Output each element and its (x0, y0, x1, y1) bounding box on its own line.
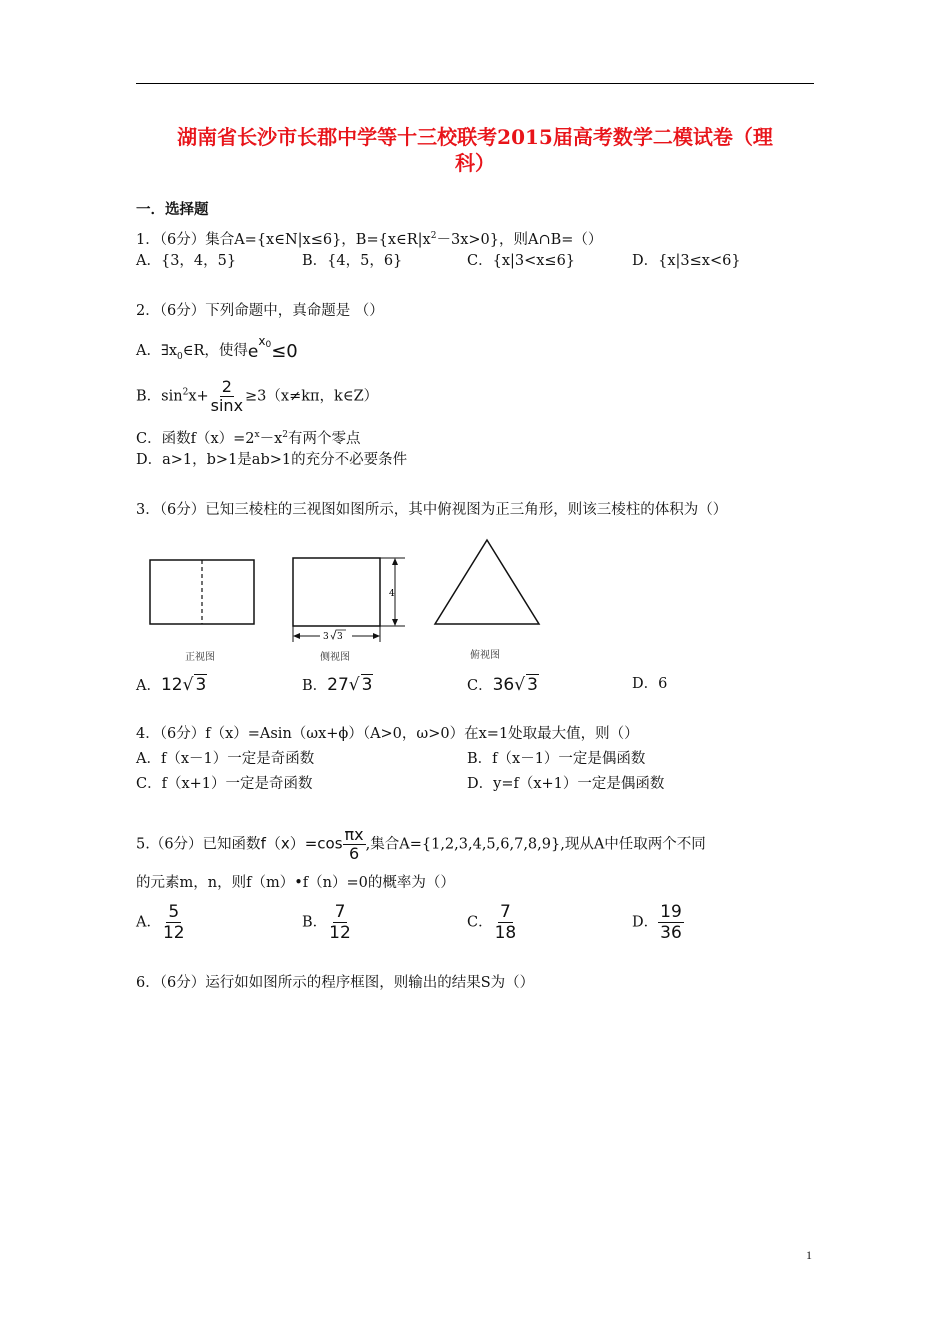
title-line-1: 湖南省长沙市长郡中学等十三校联考2015届高考数学二模试卷（理 (177, 125, 773, 149)
q5-b-fraction (327, 902, 353, 943)
q3-option-b (302, 674, 373, 696)
q5-a-fraction (161, 902, 187, 943)
q5-option-c (467, 902, 518, 943)
q5-fraction (343, 826, 366, 863)
q3-a-root: 3 (195, 675, 207, 695)
q5-a-letter: A． (136, 914, 161, 931)
q1-option-c: C．{x|3<x≤6} (467, 253, 576, 269)
q2-c-prefix: C．函数f（x）=2 (136, 430, 255, 447)
q3-c-root: 3 (527, 675, 538, 695)
q2-a-sub: 0 (177, 351, 183, 362)
q2-a-exp: x (258, 334, 266, 348)
arrow-left (293, 633, 300, 639)
q3-b-root: 3 (361, 675, 373, 695)
dim-width-coef: 3 (323, 632, 329, 642)
q5-a-den: 12 (162, 923, 185, 943)
header-rule (136, 83, 814, 84)
question-3-stem: 3．（6分）已知三棱柱的三视图如图所示，其中俯视图为正三角形，则该三棱柱的体积为（） (136, 502, 728, 518)
q5-stem-line-2: 的元素m，n，则f（m）•f（n）=0的概率为（） (136, 875, 455, 891)
q1-option-b: B．{4，5，6} (302, 253, 403, 269)
q1-stem-text: 1．（6分）集合A={x∈N|x≤6}，B={x∈R|x (136, 231, 431, 248)
q4-option-d: D．y=f（x+1）一定是偶函数 (467, 776, 665, 792)
q5-d-num: 19 (660, 902, 682, 922)
arrow-down (392, 619, 398, 626)
q2-option-b (136, 378, 378, 415)
q2-a-prefix: A．∃x (136, 343, 178, 359)
page-number: 1 (806, 1248, 812, 1262)
q2-c-mid: －x (259, 430, 283, 447)
q2-c-sup1: x (254, 430, 260, 440)
arrow-right (373, 633, 380, 639)
q5-frac-num: πx (344, 825, 364, 844)
q5-stem-prefix: 5.（6分）已知函数 (136, 836, 261, 853)
q4-option-c: C．f（x+1）一定是奇函数 (136, 776, 313, 792)
q5-d-fraction (658, 902, 684, 943)
page-title (136, 124, 814, 176)
q3-option-d: D．6 (632, 676, 668, 692)
q4-option-a: A．f（x－1）一定是奇函数 (136, 751, 315, 767)
q5-option-a (136, 902, 187, 943)
q3-a-coef: 12 (160, 675, 183, 695)
q2-option-d: D．a>1，b>1是ab>1的充分不必要条件 (136, 452, 408, 468)
q5-d-den: 36 (660, 923, 682, 943)
q2-b-mid: x+ (188, 388, 209, 405)
section-heading: 一．选择题 (136, 201, 209, 218)
q5-func: f（x）=cos (260, 834, 343, 853)
question-2-stem: 2．（6分）下列命题中，真命题是 （） (136, 303, 384, 319)
q2-b-tail: ≥3（x≠kπ，k∈Z） (245, 388, 379, 405)
q3-a-radical-icon: √ (182, 675, 194, 695)
question-1-stem (136, 226, 602, 250)
title-line-2: 科） (455, 151, 495, 175)
q2-option-c (136, 425, 361, 449)
q2-option-a (136, 334, 298, 367)
q3-option-c (467, 674, 539, 696)
q5-option-b (302, 902, 353, 943)
dim-width-root: 3 (337, 632, 343, 642)
top-view-triangle (435, 540, 539, 624)
q2-b-den: sinx (210, 396, 244, 415)
q5-b-letter: B． (302, 914, 328, 931)
q5-d-letter: D． (632, 914, 659, 931)
q3-b-letter: B． (302, 678, 328, 694)
q3-b-coef: 27 (327, 675, 349, 695)
q2-b-prefix: B．sin (136, 388, 183, 405)
top-view-label: 俯视图 (470, 650, 500, 661)
q5-stem-tail: ,集合A={1,2,3,4,5,6,7,8,9},现从A中任取两个不同 (365, 836, 706, 853)
q1-option-d: D．{x|3≤x<6} (632, 253, 741, 269)
question-6-stem: 6．（6分）运行如如图所示的程序框图，则输出的结果S为（） (136, 975, 535, 991)
q2-b-fraction (209, 378, 245, 415)
q3-c-coef: 36 (492, 675, 515, 695)
q4-option-b: B．f（x－1）一定是偶函数 (467, 751, 646, 767)
q5-c-den: 18 (494, 923, 517, 943)
q1-option-a: A．{3，4，5} (136, 253, 237, 269)
q3-b-radical-icon: √ (348, 675, 360, 695)
side-view-rect (293, 558, 380, 626)
q2-b-sup: 2 (182, 387, 189, 398)
dim-height-label: 4 (389, 589, 395, 599)
q5-c-num: 7 (500, 902, 511, 922)
q3-c-letter: C． (467, 678, 493, 694)
q3-c-radical-icon: √ (514, 675, 526, 695)
q2-c-sup2: 2 (282, 430, 289, 440)
q5-frac-den: 6 (348, 844, 360, 863)
q5-c-fraction (493, 902, 519, 943)
q3-a-letter: A． (136, 678, 161, 694)
question-5-stem (136, 826, 706, 863)
arrow-up (392, 558, 398, 565)
q5-b-num: 7 (334, 902, 346, 922)
q5-c-letter: C． (467, 914, 493, 931)
q2-c-tail: 有两个零点 (288, 430, 361, 447)
q1-stem-tail: －3x>0}，则A∩B=（） (436, 231, 603, 248)
front-view-label: 正视图 (185, 652, 215, 663)
q1-stem-sup: 2 (430, 231, 437, 241)
q2-a-mid: ∈R，使得 (182, 343, 248, 359)
side-view-label: 侧视图 (320, 652, 350, 663)
question-4-stem: 4．（6分）f（x）=Asin（ωx+ϕ）（A>0，ω>0）在x=1处取最大值，则（） (136, 726, 639, 742)
three-view-figure (130, 534, 550, 670)
q2-a-exp-sub: 0 (265, 340, 272, 350)
q5-b-den: 12 (329, 923, 351, 943)
q3-option-a (136, 674, 207, 696)
q2-a-tail: ≤0 (271, 341, 298, 362)
q2-a-e: e (247, 342, 259, 362)
q5-a-num: 5 (168, 902, 180, 922)
q2-b-num: 2 (221, 377, 232, 396)
q5-option-d (632, 902, 684, 943)
